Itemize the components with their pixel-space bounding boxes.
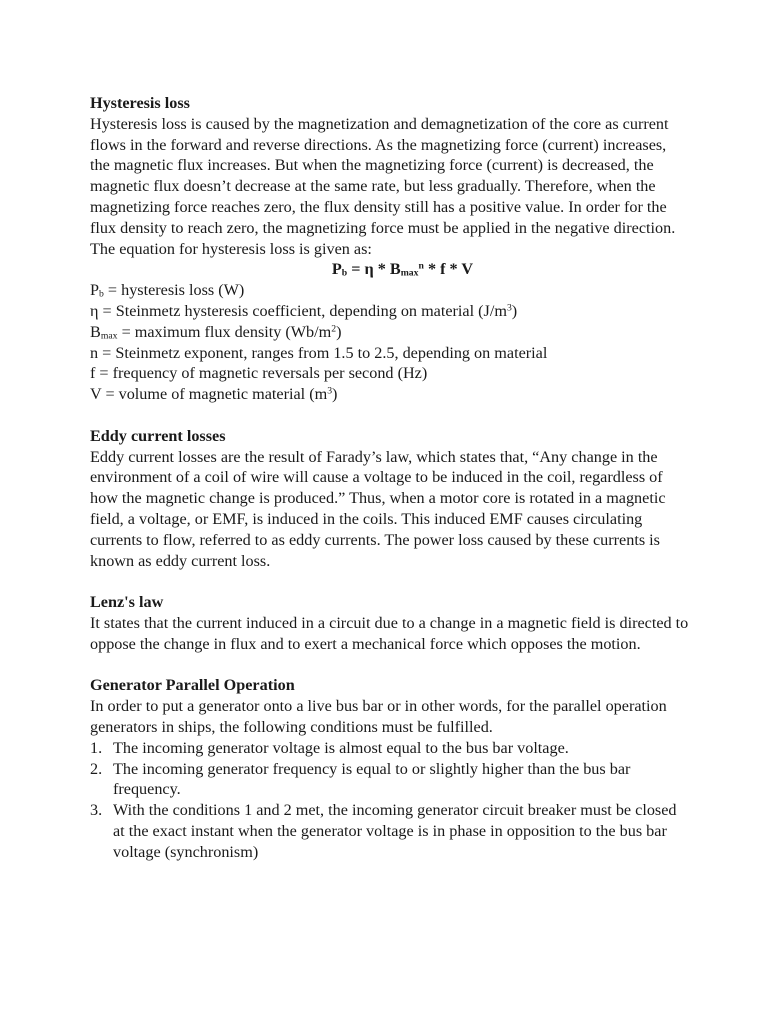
list-item-text: The incoming generator frequency is equal to or slightly higher than the bus bar frequency. (113, 759, 631, 799)
conditions-list (90, 738, 690, 863)
section-body: It states that the current induced in a circuit due to a change in a magnetic field is directed to oppose the change in flux and to exert a mechanical force which opposes the motion. (90, 613, 689, 653)
list-item-number: 2. (90, 759, 103, 778)
section-heading: Generator Parallel Operation (90, 676, 295, 695)
section-heading: Hysteresis loss (90, 94, 190, 112)
list-item (90, 800, 690, 862)
section-generator-parallel-operation (90, 675, 690, 862)
section-heading: Lenz's law (90, 593, 164, 612)
definition-eta: η = Steinmetz hysteresis coefficient, depending on material $(J/m^3)$ (90, 301, 518, 320)
list-item-text: With the conditions 1 and 2 met, the incoming generator circuit breaker must be closed at the exact instant when the generator voltage is in phase in opposition to the bus bar voltage (synchronism) (113, 801, 677, 861)
section-body: Eddy current losses are the result of Farady’s law, which states that, “Any change in the environment of a coil of wire will cause a voltage to be induced in the coil, regardless of how the magnetic change is produced.” Thus, when a motor core is rotated in a magnetic field, a voltage, or EMF, is induced in the coils. This induced EMF causes circulating currents to flow, referred to as eddy currents. The power loss caused by these currents is known as eddy current loss. (90, 447, 666, 570)
list-item (90, 738, 690, 759)
hysteresis-equation: $P_b = \eta * B_{max}^n * f * V$ (331, 260, 474, 279)
list-item (90, 759, 690, 801)
section-lenz-law (90, 592, 690, 654)
definition-v: V = volume of magnetic material $(m^3)$ (90, 385, 338, 404)
paragraph-gap (90, 655, 690, 676)
definition-bmax: $B_{max}$ = maximum flux density $(Wb/m^2)$ (90, 322, 342, 342)
section-hysteresis-loss (90, 93, 690, 405)
paragraph-gap (90, 405, 690, 426)
paragraph-gap (90, 571, 690, 592)
section-body: Hysteresis loss is caused by the magnetization and demagnetization of the core as current flows in the forward and reverse directions. As the magnetizing force (current) increases, the magnetic flux increases. But when the magnetizing force (current) is decreased, the magnetic flux doesn’t decrease at the same rate, but less gradually. Therefore, when the magnetizing force reaches zero, the flux density still has a positive value. In order for the flux density to reach zero, the magnetizing force must be applied in the negative direction. (90, 114, 676, 237)
definition-n: n = Steinmetz exponent, ranges from 1.5 to 2.5, depending on material (90, 343, 548, 362)
section-body: In order to put a generator onto a live bus bar or in other words, for the parallel operation generators in ships, the following conditions must be fulfilled. (90, 697, 667, 736)
list-item-text: The incoming generator voltage is almost equal to the bus bar voltage. (113, 738, 569, 757)
definition-pb: $P_b$ = hysteresis loss (W) (90, 281, 245, 300)
definition-f: f = frequency of magnetic reversals per second (Hz) (90, 364, 428, 383)
list-item-number: 3. (90, 801, 103, 820)
section-eddy-current-losses (90, 426, 690, 572)
equation-intro: The equation for hysteresis loss is given as: (90, 239, 372, 258)
list-item-number: 1. (90, 738, 103, 757)
document-page (90, 93, 690, 862)
section-heading: Eddy current losses (90, 426, 226, 445)
